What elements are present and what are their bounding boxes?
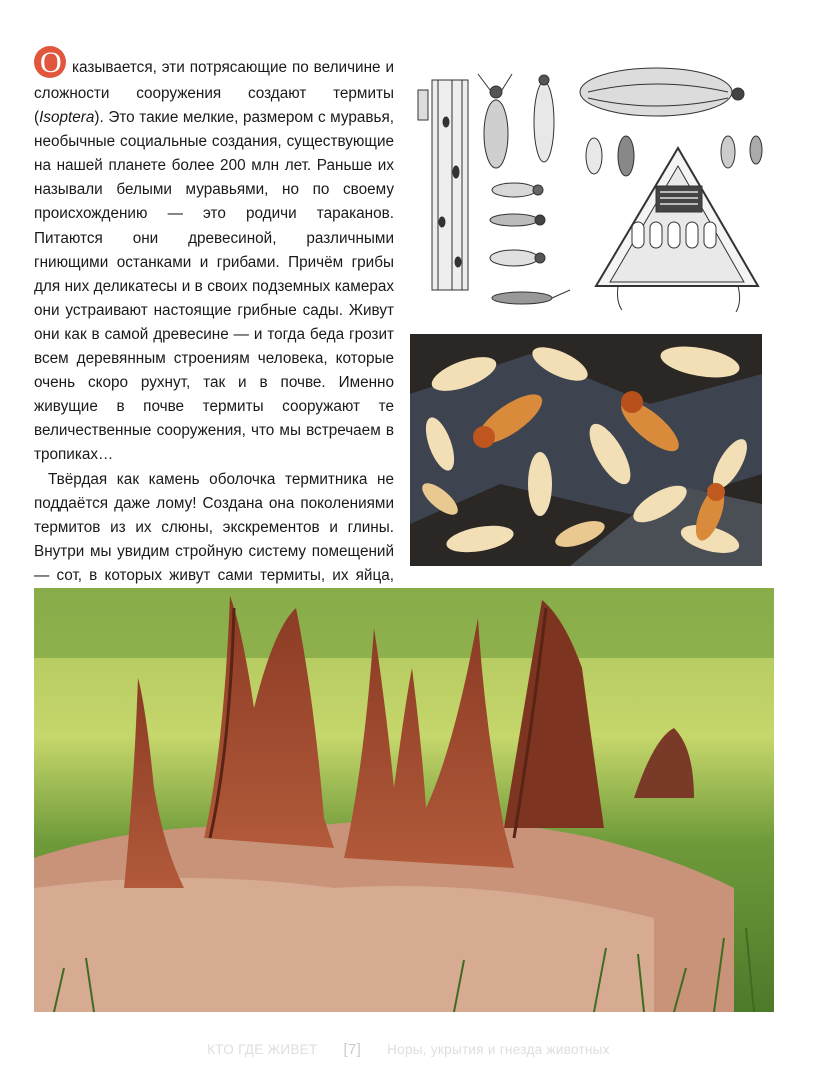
paragraph-1-text-b: ). Это такие мелкие, размером с муравья, необычные социальные создания, существующие на нашей планете более 200 млн лет. Раньше их называли белыми муравьями, но по своему происхождению — это родичи тараканов. Питаются они древесиной, различными гниющими останками и грибами. Причём грибы для них деликатесы и в своих подземных камерах они устраивают настоящие грибные сады. Живут они как в самой древесине — и тогда беда грозит всем деревянным строениям человека, которые очень скоро рухнут, так и в почве. Именно живущие в почве термиты сооружают те величественные сооружения, что мы встречаем в тропиках… bbox=[34, 109, 394, 464]
page-number: [7] bbox=[343, 1040, 362, 1058]
termites-photo bbox=[410, 334, 762, 566]
paragraph-1 bbox=[34, 46, 394, 468]
footer-book-title: Норы, укрытия и гнезда животных bbox=[387, 1041, 610, 1057]
termite-illustration bbox=[412, 62, 764, 314]
dropcap-letter: О bbox=[40, 46, 62, 79]
termite-mounds-photo bbox=[34, 588, 774, 1012]
termites-photo-drawing bbox=[410, 334, 762, 566]
dropcap bbox=[34, 46, 70, 82]
page-footer bbox=[0, 1038, 817, 1060]
paragraph-2: Твёрдая как камень оболочка термитника не поддаётся даже лому! Создана она поколениями термитов из их слюны, экскрементов и глины. Внутри мы увидим стройную систему помещений — сот, в которых живут сами термиты, их яйца, bbox=[34, 470, 394, 584]
termite-drawing bbox=[412, 62, 764, 314]
paragraph-1-latin-name: Isoptera bbox=[39, 109, 95, 127]
termite-mounds-photo-drawing bbox=[34, 588, 774, 1012]
footer-section-title: КТО ГДЕ ЖИВЕТ bbox=[207, 1041, 318, 1057]
paragraph-1-text-a: казывается, эти потрясающие по величине и сложности сооружения создают термиты ( bbox=[34, 59, 394, 127]
